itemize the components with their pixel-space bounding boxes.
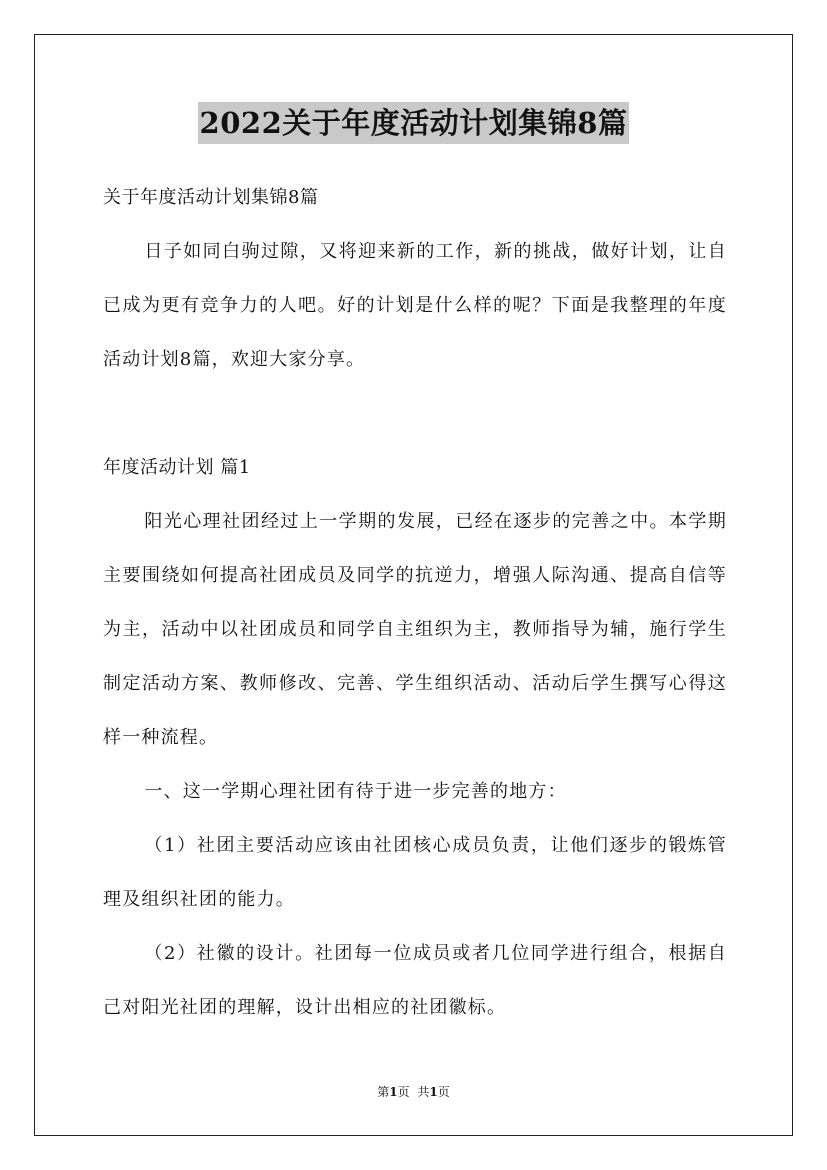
spacer — [103, 387, 727, 441]
body-paragraph-3: （1）社团主要活动应该由社团核心成员负责，让他们逐步的锻炼管理及组织社团的能力。 — [103, 835, 727, 910]
footer-total-prefix: 共 — [417, 1085, 430, 1099]
footer-page-label: 页 — [397, 1085, 410, 1099]
footer-total-label: 页 — [437, 1085, 450, 1099]
intro-paragraph: 日子如同白驹过隙，又将迎来新的工作，新的挑战，做好计划，让自已成为更有竞争力的人吧。好的计划是什么样的呢？下面是我整理的年度活动计划8篇，欢迎大家分享。 — [103, 241, 727, 370]
page-footer — [0, 1084, 827, 1100]
document-body — [103, 171, 727, 1035]
footer-page-prefix: 第 — [377, 1085, 390, 1099]
body-paragraph-2: 一、这一学期心理社团有待于进一步完善的地方： — [144, 781, 567, 802]
section-heading: 年度活动计划 篇1 — [103, 457, 251, 478]
footer-total-pages: 1 — [429, 1085, 438, 1099]
document-subtitle: 关于年度活动计划集锦8篇 — [103, 187, 319, 208]
body-paragraph-4: （2）社徽的设计。社团每一位成员或者几位同学进行组合，根据自己对阳光社团的理解，设计出相应的社团徽标。 — [103, 943, 727, 1018]
document-title — [0, 102, 827, 144]
body-paragraph-1: 阳光心理社团经过上一学期的发展，已经在逐步的完善之中。本学期主要围绕如何提高社团成员及同学的抗逆力，增强人际沟通、提高自信等为主，活动中以社团成员和同学自主组织为主，教师指导为辅，施行学生制定活动方案、教师修改、完善、学生组织活动、活动后学生撰写心得这样一种流程。 — [103, 511, 727, 748]
document-title-text: 2022关于年度活动计划集锦8篇 — [198, 102, 630, 144]
footer-page-number: 1 — [389, 1085, 398, 1099]
